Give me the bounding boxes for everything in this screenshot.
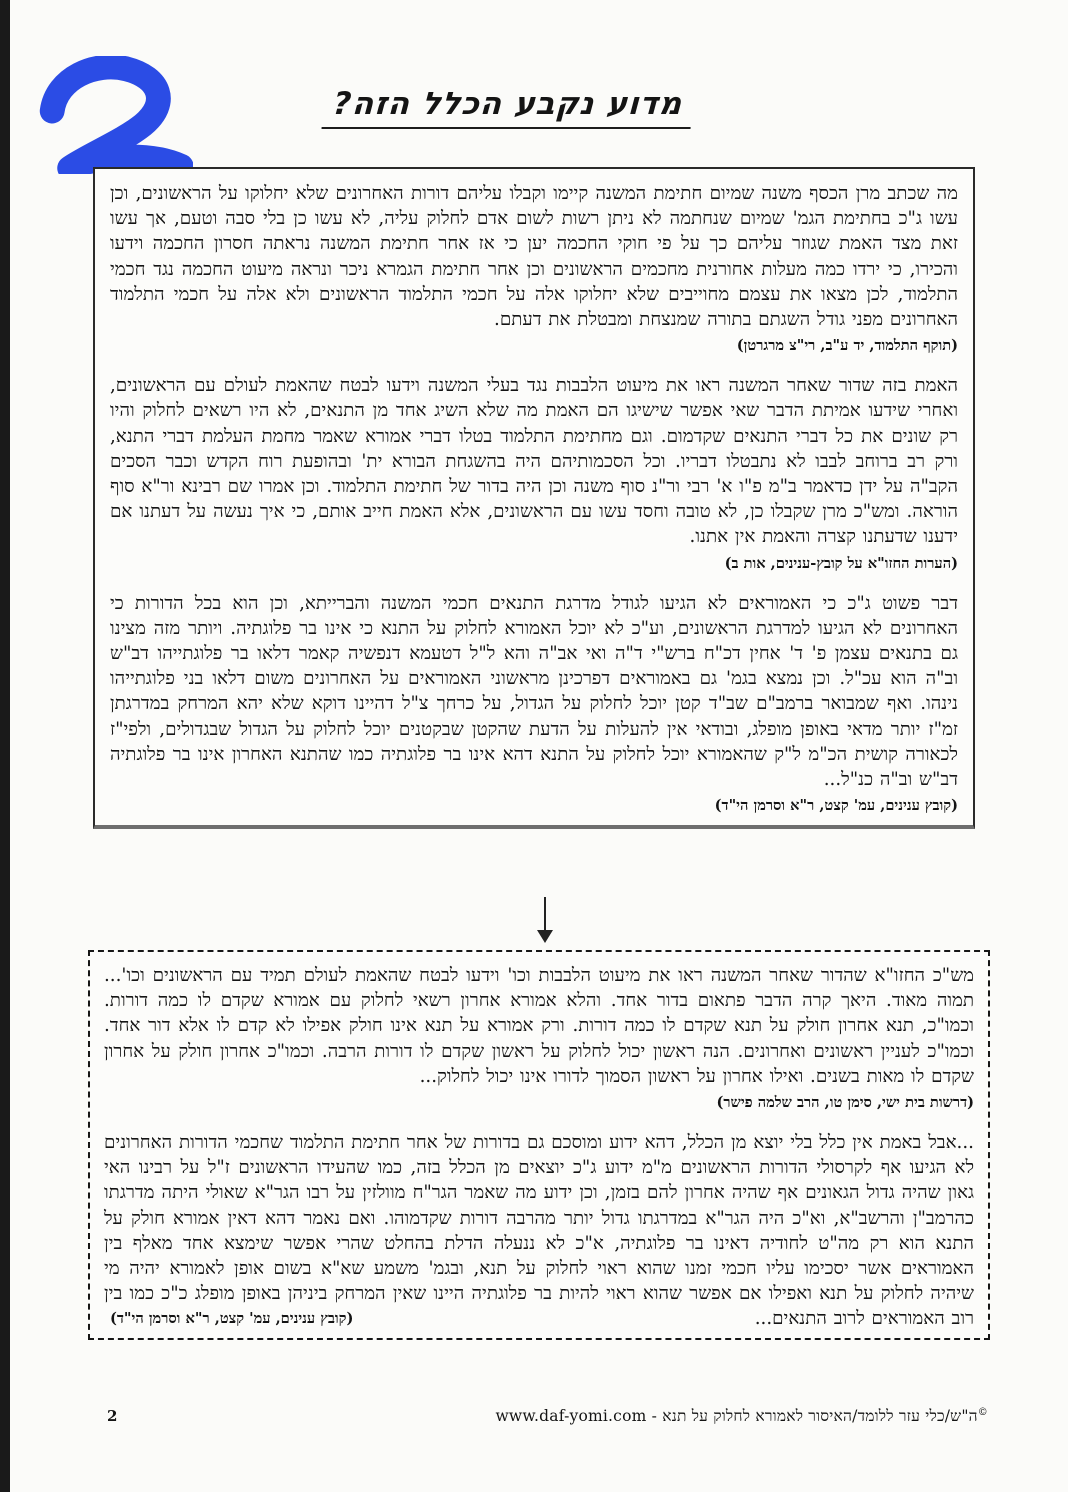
sources-quotes-box <box>93 167 975 829</box>
handwritten-title: מדוע נקבע הכלל הזה? <box>322 86 694 129</box>
quote-block <box>104 1130 974 1330</box>
connector <box>0 897 1068 947</box>
down-arrow-icon <box>537 897 553 943</box>
page-header <box>0 86 1068 129</box>
quote-text: האמת בזה שדור שאחר המשנה ראו את מיעוט הלבבות נגד בעלי המשנה וידעו לבטח שהאמת לעולם עם הראשונים, ואחרי שידעו אמיתת הדבר שאי אפשר שישיגו הם האמת מה שלא השיג אחד מן התנאים, לא היו רשאים לחלוק והיו רק שונים את כל דברי התנאים שקדמום. וגם מחתימת התלמוד בטלו דברי אמורא שאמר מחמת העלמת דברי התנא, ורק רב ברוחב לבבו לא נתבטלו דבריו. וכל הסכמותיהם היה בהשגחת הבורא ית' ובהופעת רוח הקדש וכבר הסכים הקב"ה על ידן כדאמר ב"מ פ"ו א' רבי ור"נ סוף משנה וכן היה בדור של חתימת התלמוד. וכן אמרו שם רבינא ור"א סוף הוראה. ומש"כ מרן שקבלו כן, לא טובה וחסד עשו עם הראשונים, אלא האמת חייב אותם, כי איך נעשה על דעתנו אם ידענו שדעתנו קצרה והאמת אין אתנו. <box>110 375 958 548</box>
footer-credit <box>495 1407 988 1426</box>
commentary-box <box>88 950 990 1340</box>
quote-source: (תוקף התלמוד, יד ע"ב, רי"צ מרגרטן) <box>736 337 958 355</box>
quote-source: (קובץ ענינים, עמ' קצט, ר"א וסרמן הי"ד) <box>110 1309 354 1327</box>
quote-block <box>110 181 958 357</box>
page-number: 2 <box>107 1407 118 1425</box>
footer-separator: - <box>646 1407 663 1426</box>
quote-text: מה שכתב מרן הכסף משנה שמיום חתימת המשנה קיימו וקבלו עליהם דורות האחרונים שלא יחלוקו על הראשונים, וכן עשו ג"כ בחתימת הגמ' שמיום שנחתמה לא ניתן רשות לשום אדם לחלוק עליה, לא עשו כן בלי סבה וטעם, אך עשו זאת מצד האמת שגוזר עליהם כך על פי חוקי החכמה יען כי אז אחר חתימת המשנה נראתה חסרון החכמה וידעו והכירו, כי ירדו כמה מעלות אחורנית מחכמים הראשונים וכן אחר חתימת הגמרא ניכר ונראה מיעוט החכמה נגד חכמי התלמוד, לכן מצאו את עצמם מחוייבים שלא יחלוקו אלה על חכמי התלמוד הראשונים ולא אלה על חכמי התלמוד האחרונים מפני גודל השגתם בתורה שמנצחת ומבטלת את דעתם. <box>110 183 958 331</box>
footer-credit-text: ה"ש/כלי עזר ללומד/האיסור לאמורא לחלוק על תנא <box>662 1407 978 1426</box>
copyright-symbol: © <box>977 1407 988 1418</box>
quote-text: דבר פשוט ג"כ כי האמוראים לא הגיעו לגודל מדרגת התנאים חכמי המשנה והברייתא, וכן הוא בכל הדורות כי האחרונים לא הגיעו למדרגת הראשונים, וע"כ לא יוכל האמורא לחלוק על התנא כי אינו בר פלוגתיה. ויותר מזה מצינו גם בתנאים עצמן פ' ד' אחין דכ"ח ברש"י ד"ה ואי אב"ה והא ל"ל דטעמא דנפשיה קאמר דלאו בר פלוגתייהו דב"ש וב"ה הוא עכ"ל. וכן נמצא בגמ' גם באמוראים דפרכינן מראשוני האמוראים על האחרונים משום דלאו בני פלוגתייהו נינהו. ואף שמבואר ברמב"ם שב"ד קטן יוכל לחלוק על הגדול, על כרחך צ"ל דהיינו דוקא שלא יהא המרחק במדרגתן זמ"ז יותר מדאי באופן מופלג, ובודאי אין להעלות על הדעת שהקטן שבקטנים יוכל לחלוק על הגדול שבגדולים, ולפי"ז לכאורה קושית הכ"מ ל"ק שהאמורא יוכל לחלוק על התנא דהא אינו בר פלוגתיה כמו שהתנא האחרון אינו בר פלוגתיה דב"ש וב"ה כנ"ל... <box>110 592 958 791</box>
quote-text: ...אבל באמת אין כלל בלי יוצא מן הכלל, דהא ידוע ומוסכם גם בדורות של אחר חתימת התלמוד שחכמי הדורות האחרונים לא הגיעו אף לקרסולי הדורות הראשונים מ"מ ידוע ג"כ יוצאים מן הכלל בזה, כמו שהעידו הראשונים ז"ל על רבינו האי גאון שהיה גדול הגאונים אף שהיה אחרון להם בזמן, וכן ידוע מה שאמר הגר"ח מוולזין על רבו הגר"א שאולי היתה מדרגתו כהרמב"ן והרשב"א, וא"כ היה הגר"א במדרגתו גדול יותר מהרבה דורות שקדמוהו. ואם נאמר דהא דאין אמורא חולק על התנא הוא רק מה"ט לחודיה דאינו בר פלוגתיה, א"כ לא ננעלה הדלת בהחלט שהרי אפשר שימצא אחד מאלף בין האמוראים אשר יסכימו עליו חכמי זמנו שהוא ראוי לחלוק על תנא, ובגמ' משמע שא"א בשום אופן לאמורא יהיה מי שיהיה לחלוק על תנא ואפילו אם אפשר שהוא ראוי להיות בר פלוגתיה היינו שאין המרחק ביניהן באופן מופלג כ"כ כמו בין רוב האמוראים לרוב התנאים... <box>104 1132 974 1330</box>
quote-text: מש"כ החזו"א שהדור שאחר המשנה ראו את מיעוט הלבבות וכו' וידעו לבטח שהאמת לעולם תמיד עם הראשונים וכו'... תמוה מאוד. היאך קרה הדבר פתאום בדור אחד. והלא אמורא אחרון רשאי לחלוק עם אמורא שקדם לו כמה דורות. וכמו"כ, תנא אחרון חולק על תנא שקדם לו כמה דורות. ורק אמורא על תנא אינו חולק אפילו לא קדם לו אלא דור אחד. וכמו"כ לעניין ראשונים ואחרונים. הנה ראשון יכול לחלוק על ראשון שקדם לו דורות הרבה. וכמו"כ אחרון חולק על אחרון שקדם לו מאות בשנים. ואילו אחרון על ראשון הסמוך לדורו אינו יכול לחלוק... <box>104 965 974 1087</box>
page-footer <box>95 1407 988 1426</box>
quote-block <box>104 963 974 1114</box>
quote-source: (קובץ ענינים, עמ' קצט, ר"א וסרמן הי"ד) <box>714 797 958 815</box>
scan-edge-strip <box>0 0 10 1492</box>
footer-url: www.daf-yomi.com <box>495 1407 647 1426</box>
quote-source: (הערות החזו"א על קובץ-ענינים, אות ב) <box>724 554 958 572</box>
quote-block <box>110 373 958 574</box>
quote-block <box>110 591 958 818</box>
quote-source: (דרשות בית ישי, סימן טו, הרב שלמה פישר) <box>716 1094 974 1112</box>
